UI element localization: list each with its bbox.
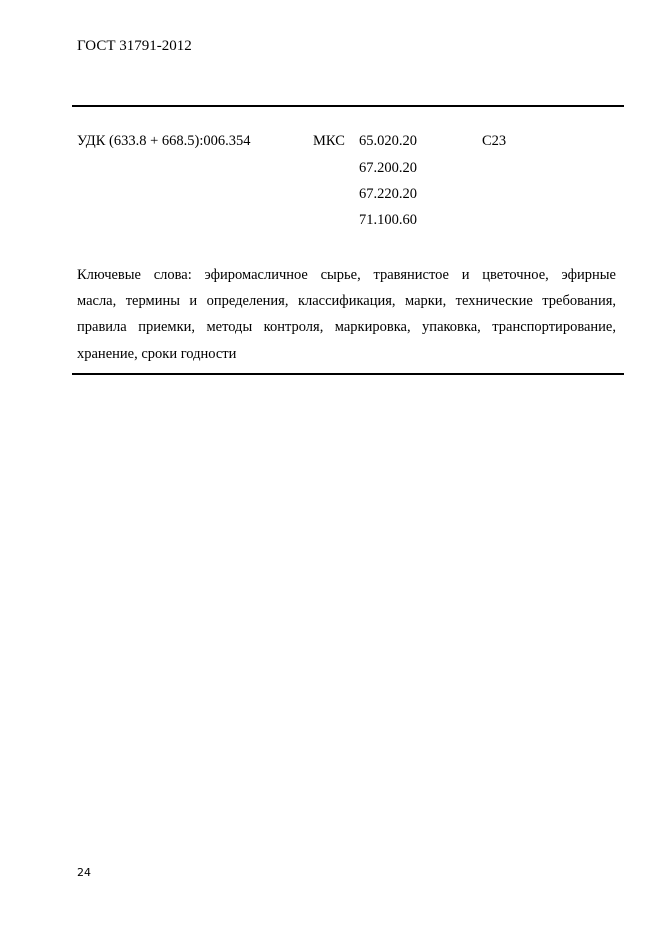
mks-code: 65.020.20 [359, 133, 417, 149]
keywords-line: Ключевые слова: эфиромасличное сырье, травянистое и цветочное, эфирные [77, 267, 616, 283]
mks-code: 67.220.20 [359, 186, 417, 202]
mks-code: 71.100.60 [359, 212, 417, 228]
keywords-line: хранение, сроки годности [77, 346, 237, 362]
mks-label: МКС [313, 133, 345, 149]
bottom-divider [72, 373, 624, 375]
page-number: 24 [77, 866, 91, 879]
top-divider [72, 105, 624, 107]
keywords-line: правила приемки, методы контроля, маркировка, упаковка, транспортирование, [77, 319, 616, 335]
okstu-code: С23 [482, 133, 507, 149]
document-header: ГОСТ 31791-2012 [77, 38, 192, 54]
mks-code: 67.200.20 [359, 160, 417, 176]
keywords-line: масла, термины и определения, классификация, марки, технические требования, [77, 293, 616, 309]
udk-code: УДК (633.8 + 668.5):006.354 [77, 133, 251, 149]
